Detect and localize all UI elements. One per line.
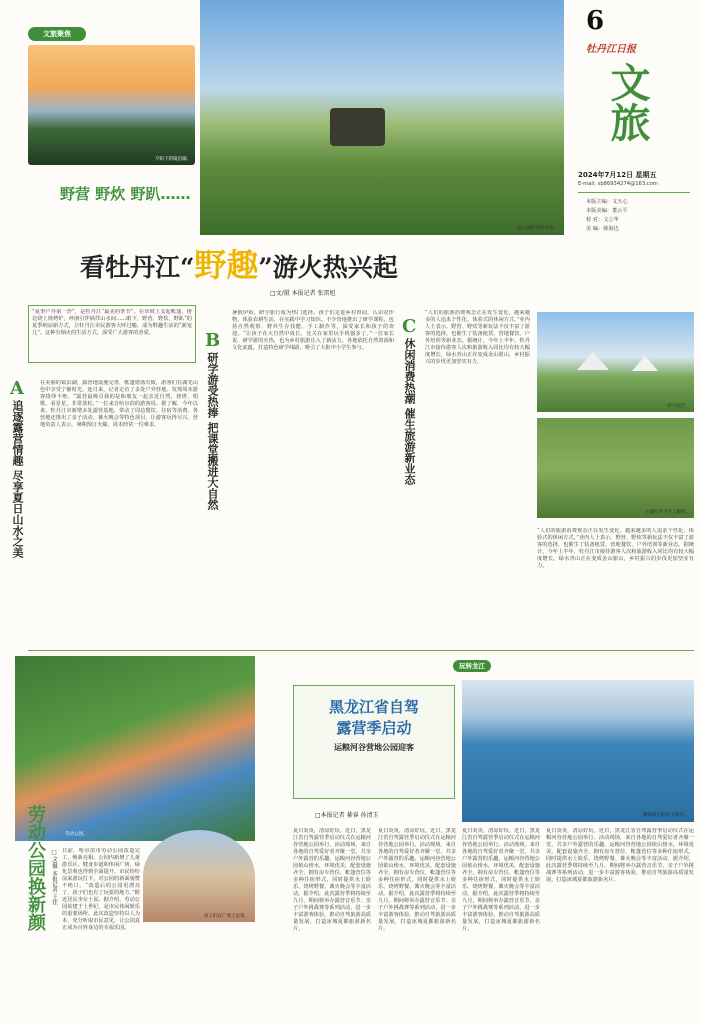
camping-title-line1: 黑龙江省自驾 (328, 698, 419, 716)
camping-title-line2: 露营季启动 (336, 719, 412, 737)
photo-park-aerial (15, 656, 255, 841)
photo-water-sports (462, 680, 694, 822)
camping-byline: □本报记者 綦睿 孙清玉 (315, 812, 379, 819)
newspaper-name: 牡丹江日报 (586, 44, 636, 55)
kicker: 野营 野炊 野趴…… (60, 185, 191, 203)
section-a-heading: 追逐露营情趣 尽享夏日山水之美 (11, 400, 24, 558)
intro-box (28, 305, 196, 363)
staff-list (586, 198, 628, 234)
photo-caption: 孩子们在广场上玩耍。 (204, 914, 249, 919)
photo-lake-sunset (28, 45, 195, 165)
photo-children (537, 418, 694, 518)
section-a-body: 在美丽的镜泊湖，露营地设施完善，帐篷错落有致，游客们在湖光山色中享受宁静时光。连日来，记者走访了多处户外营地，发现周末游客络绎不绝。“露营最吸引我的是和朋友一起亲近自然，烧烤、唱歌、看星星，非常放松。”一位来自哈尔滨的游客说。据了解，今年以来，牡丹江市新增多处露营基地，带动了周边餐饮、住宿等消费。各营地还推出了亲子活动、篝火晚会等特色项目，让游客玩得尽兴。营地负责人表示，暑期预订火爆，周末经常一位难求。 (40, 380, 198, 428)
photo-caption: 野外露营。 (667, 404, 690, 409)
byline: □文/摄 本报记者 张雷旭 (270, 290, 336, 297)
section-b-heading: 研学游受热捧 把课堂搬进大自然 (206, 352, 219, 510)
section-b-body: 暑假伊始，研学旅行成为热门选择。孩子们走进乡村田园，认识农作物，体验农耕生活，在实践中学习知识。不少营地推出了研学课程，包括自然观察、野外生存技能、手工制作等，深受家长和孩子的欢迎。“让孩子在大自然中成长，比关在家里玩手机强多了。”一位家长说。研学游的火热，也为乡村旅游注入了新活力。各地依托自然资源和文化底蕴，打造特色研学线路，吸引了大批中小学生参与。 (232, 310, 394, 351)
staff-item: 校 对：文立华 (586, 217, 619, 223)
camping-subtitle: 运粮河谷营地公园迎客 (334, 742, 414, 752)
camping-tag: 玩转龙江 (453, 660, 491, 672)
section-c-heading: 休闲消费热潮 催生旅游新业态 (403, 338, 416, 485)
section-c-body: “人们的旅游消费观念正在发生变化，越来越多的人追求个性化、体验式的休闲方式。”业内人士表示。野营、野炊等新玩法不仅丰富了游客的选择，也催生了装备租赁、营地餐饮、户外培训等新业态。据统计，今年上半年，牡丹江市接待游客人次和旅游收入同比均有较大幅度增长。绿水青山正在变成金山银山，乡村振兴的步伐更加坚实有力。 (425, 310, 530, 365)
title-key: 野趣 (194, 246, 259, 284)
tent-shape (577, 352, 609, 370)
intro-text: “夏季户外第一炸”，是牡丹江“最美的季节”。在草坡上支起帐篷，傍边烧上烧烤炉，呼朋引伴徜徉山水间……眼下，野营、野炊、野趴“的夏季纳凉新方式，让牡丹江市民游客大呼过瘾，成为野趣生活的“新宠儿”。这种有烟火的生活方式，深受广大游客的喜爱。 (32, 309, 192, 336)
staff-item: 美 编：韩海达 (586, 226, 619, 232)
section-c-body-cont: “人们的旅游消费观念正在发生变化，越来越多的人追求个性化、体验式的休闲方式。”业内人士表示。野营、野炊等新玩法不仅丰富了游客的选择，也催生了装备租赁、营地餐饮、户外培训等新业态。据统计，今年上半年，牡丹江市接待游客人次和旅游收入同比均有较大幅度增长。绿水青山正在变成金山银山，乡村振兴的步伐更加坚实有力。 (537, 528, 694, 569)
staff-item: 本版美编：董云平 (586, 208, 628, 214)
camping-body-4: 夏日炎炎，清凉好玩。近日，黑龙江省自驾露营季启动仪式在运粮河谷营地公园举行。活动现场，来自各地的自驾爱好者齐聚一堂，共享户外露营的乐趣。运粮河谷营地公园依山傍水，环境优美，配套设施齐全，拥有房车营位、帐篷营位等多种住宿形式，同时提供水上娱乐、烧烤野餐、篝火晚会等丰富活动。据介绍，此次露营季将持续至九月，期间将举办露营音乐节、亲子户外挑战赛等系列活动，进一步丰富游客体验，推动自驾旅游高质量发展，打造冰城夏都旅游新名片。 (546, 828, 694, 883)
vehicle-shape (330, 108, 385, 146)
photo-caption: 夕阳下的镜泊湖。 (155, 157, 191, 162)
date: 2024年7月12日 星期五 (578, 171, 657, 179)
section-c-letter: C (402, 316, 417, 337)
header-divider (578, 192, 690, 193)
camping-body-3: 夏日炎炎，清凉好玩。近日，黑龙江省自驾露营季启动仪式在运粮河谷营地公园举行。活动现场，来自各地的自驾爱好者齐聚一堂，共享户外露营的乐趣。运粮河谷营地公园依山傍水，环境优美，配套设施齐全，拥有房车营位、帐篷营位等多种住宿形式，同时提供水上娱乐、烧烤野餐、篝火晚会等丰富活动。据介绍，此次露营季将持续至九月，期间将举办露营音乐节、亲子户外挑战赛等系列活动，进一步丰富游客体验，推动自驾旅游高质量发展，打造冰城夏都旅游新名片。 (462, 828, 540, 932)
page-number: 6 (586, 6, 605, 36)
section-title: 文旅 (604, 62, 651, 142)
park-body: 日前，哈尔滨市劳动公园改造完工，焕新亮相。公园内新增了儿童游乐区、健身步道和休闲广场，绿化景观也得到全面提升。市民纷纷前来游玩打卡，对公园的新面貌赞不绝口。“改造后的公园更漂亮了，孩子们也有了玩耍的地方。”附近居民李女士说。据介绍，劳动公园始建于上世纪，是市民休闲娱乐的重要场所。此次改造坚持以人为本，充分听取市民意见，让公园真正成为百姓身边的幸福乐园。 (62, 848, 140, 931)
park-title: 劳动公园换新颜 (25, 805, 46, 931)
camping-body-2: 夏日炎炎，清凉好玩。近日，黑龙江省自驾露营季启动仪式在运粮河谷营地公园举行。活动现场，来自各地的自驾爱好者齐聚一堂，共享户外露营的乐趣。运粮河谷营地公园依山傍水，环境优美，配套设施齐全，拥有房车营位、帐篷营位等多种住宿形式，同时提供水上娱乐、烧烤野餐、篝火晚会等丰富活动。据介绍，此次露营季将持续至九月，期间将举办露营音乐节、亲子户外挑战赛等系列活动，进一步丰富游客体验，推动自驾旅游高质量发展，打造冰城夏都旅游新名片。 (378, 828, 456, 932)
camping-body-1: 夏日炎炎，清凉好玩。近日，黑龙江省自驾露营季启动仪式在运粮河谷营地公园举行。活动现场，来自各地的自驾爱好者齐聚一堂，共享户外露营的乐趣。运粮河谷营地公园依山傍水，环境优美，配套设施齐全，拥有房车营位、帐篷营位等多种住宿形式，同时提供水上娱乐、烧烤野餐、篝火晚会等丰富活动。据介绍，此次露营季将持续至九月，期间将举办露营音乐节、亲子户外挑战赛等系列活动，进一步丰富游客体验，推动自驾旅游高质量发展，打造冰城夏都旅游新名片。 (293, 828, 371, 932)
section-a-letter: A (10, 378, 24, 399)
email: E-mail: sb86934274@163.com (578, 181, 658, 187)
photo-camping-hero (200, 0, 564, 235)
title-post: ”游火热兴起 (258, 253, 398, 282)
tent-shape (632, 356, 658, 371)
photo-caption: 劳动公园。 (65, 832, 88, 837)
staff-item: 本版主编：文天心 (586, 199, 628, 205)
section-divider (28, 650, 694, 651)
photo-caption: 精彩纷呈的水上项目。 (643, 813, 688, 818)
column-tag: 文旅聚焦 (28, 27, 86, 41)
photo-caption: 镜泊湖畔的露营地。 (517, 226, 558, 231)
park-byline: □文/摄 本报记者 王佳 (51, 850, 57, 906)
photo-tents (537, 312, 694, 412)
photo-caption: 小朋友学习手工制作。 (645, 510, 690, 515)
camping-title-box (293, 685, 455, 799)
photo-park-kids (143, 830, 255, 922)
section-b-letter: B (205, 330, 221, 351)
title-pre: 看牡丹江“ (80, 253, 195, 282)
main-title (80, 240, 520, 286)
